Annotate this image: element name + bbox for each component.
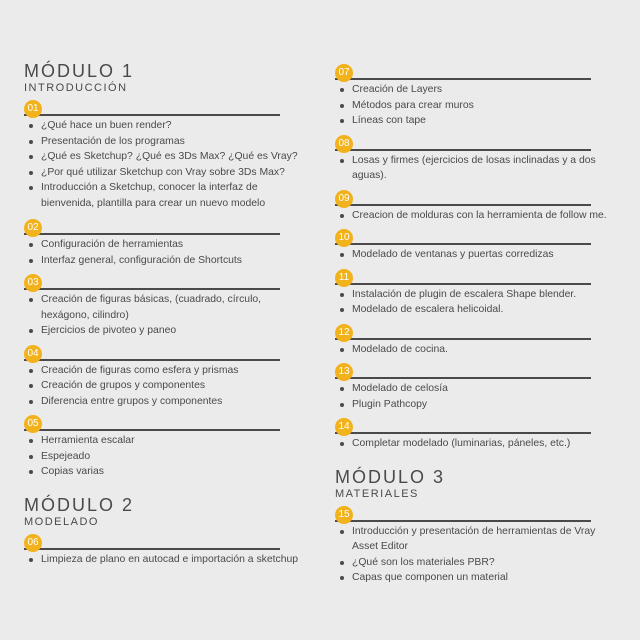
section-07 [335,64,625,129]
topic-list [335,153,625,184]
list-item: Herramienta escalar [24,433,320,449]
module-1-subtitle: INTRODUCCIÓN [24,82,128,94]
section-number-badge: 09 [335,190,353,208]
section-number-badge: 03 [24,274,42,292]
list-item: Instalación de plugin de escalera Shape blender. [335,287,625,303]
section-number-badge: 06 [24,534,42,552]
list-item: ¿Qué hace un buen render? [24,118,320,134]
module-2-subtitle: MODELADO [24,515,99,528]
right-column [335,64,625,586]
list-item: Creación de figuras como esfera y prismas [24,363,320,379]
section-divider [24,233,280,235]
list-item: Completar modelado (luminarias, páneles, etc.) [335,436,625,452]
section-divider [335,204,591,206]
list-item: Diferencia entre grupos y componentes [24,394,320,410]
topic-list [24,363,320,410]
section-divider [335,283,591,285]
section-divider [24,288,280,290]
list-item: Modelado de cocina. [335,342,625,358]
topic-list [335,287,625,318]
section-divider [24,359,280,361]
list-item: ¿Qué es Sketchup? ¿Qué es 3Ds Max? ¿Qué es Vray? [24,149,320,165]
list-item: Espejeado [24,449,320,465]
section-divider [335,377,591,379]
section-number-badge: 07 [335,64,353,82]
list-item: Modelado de ventanas y puertas corredizas [335,247,625,263]
topic-list [335,247,625,263]
list-item: ¿Qué son los materiales PBR? [335,555,625,571]
section-08 [335,135,625,184]
section-number-badge: 12 [335,324,353,342]
list-item: Losas y firmes (ejercicios de losas inclinadas y a dos aguas). [335,153,620,184]
list-item: Líneas con tape [335,113,625,129]
list-item: Creación de Layers [335,82,625,98]
section-14 [335,418,625,452]
topic-list [335,381,625,412]
module-3-subtitle: MATERIALES [335,487,419,500]
section-15 [335,506,625,586]
module-2-title: MÓDULO 2 [24,494,135,515]
section-09 [335,190,625,224]
left-column [24,62,320,567]
list-item: Presentación de los programas [24,134,320,150]
section-divider [335,432,591,434]
section-divider [335,149,591,151]
list-item: ¿Por qué utilizar Sketchup con Vray sobre 3Ds Max? [24,165,320,181]
section-04 [24,345,320,410]
section-number-badge: 15 [335,506,353,524]
list-item: Creación de grupos y componentes [24,378,320,394]
section-number-badge: 10 [335,229,353,247]
section-divider [335,338,591,340]
list-item: Plugin Pathcopy [335,397,625,413]
list-item: Creación de figuras básicas, (cuadrado, círculo, hexágono, cilindro) [24,292,291,323]
module-1-title: MÓDULO 1 [24,61,135,81]
list-item: Modelado de escalera helicoidal. [335,302,625,318]
section-number-badge: 04 [24,345,42,363]
section-divider [335,243,591,245]
list-item: Interfaz general, configuración de Shortcuts [24,253,320,269]
list-item: Ejercicios de pivoteo y paneo [24,323,320,339]
section-13 [335,363,625,412]
section-divider [24,114,280,116]
topic-list [24,118,320,211]
list-item: Limpieza de plano en autocad e importación a sketchup [24,552,320,568]
section-number-badge: 01 [24,100,42,118]
topic-list [335,342,625,358]
section-divider [335,520,591,522]
module-3-title: MÓDULO 3 [335,466,446,487]
topic-list [335,82,625,129]
section-10 [335,229,625,263]
section-number-badge: 14 [335,418,353,436]
topic-list [24,552,320,568]
section-divider [24,429,280,431]
topic-list [335,436,625,452]
section-number-badge: 13 [335,363,353,381]
section-12 [335,324,625,358]
list-item: Copias varias [24,464,320,480]
section-06 [24,534,320,568]
section-05 [24,415,320,480]
section-02 [24,219,320,268]
list-item: Métodos para crear muros [335,98,625,114]
list-item: Creacion de molduras con la herramienta de follow me. [335,208,625,224]
section-number-badge: 02 [24,219,42,237]
list-item: Capas que componen un material [335,570,625,586]
section-divider [335,78,591,80]
topic-list [24,237,320,268]
section-01 [24,100,320,211]
section-03 [24,274,320,339]
topic-list [335,208,625,224]
list-item: Modelado de celosía [335,381,625,397]
list-item: Configuración de herramientas [24,237,320,253]
section-number-badge: 05 [24,415,42,433]
topic-list [335,524,625,586]
section-11 [335,269,625,318]
section-divider [24,548,280,550]
list-item: Introducción y presentación de herramientas de Vray Asset Editor [335,524,620,555]
topic-list [24,433,320,480]
section-number-badge: 08 [335,135,353,153]
topic-list [24,292,320,339]
list-item: Introducción a Sketchup, conocer la interfaz de bienvenida, plantilla para crear un nuevo modelo [24,180,291,211]
section-number-badge: 11 [335,269,353,287]
